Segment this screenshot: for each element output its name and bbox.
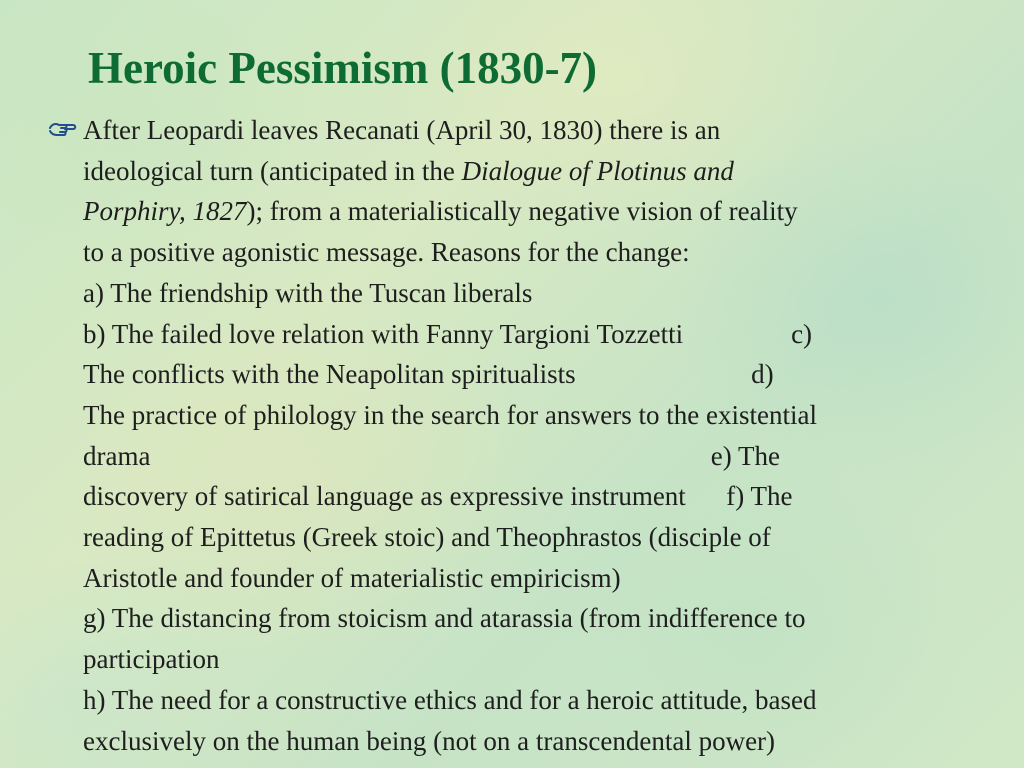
text-run: ); from a materialistically negative vision of reality: [246, 196, 798, 227]
text-line: participation: [83, 644, 220, 675]
slide-title: Heroic Pessimism (1830-7): [88, 43, 598, 93]
list-item-e: discovery of satirical language as expressive instrument f) The: [83, 481, 793, 512]
italic-work-title: Porphiry, 1827: [83, 196, 247, 227]
text-line: After Leopardi leaves Recanati (April 30, 1830) there is an: [83, 115, 721, 145]
text-line: [83, 151, 1013, 192]
list-item-f: reading of Epittetus (Greek stoic) and Theophrastos (disciple of: [83, 522, 771, 553]
list-item-c: The conflicts with the Neapolitan spiritualists d): [83, 359, 774, 390]
list-item-g: g) The distancing from stoicism and atarassia (from indifference to: [83, 603, 806, 634]
text-line: to a positive agonistic message. Reasons for the change:: [83, 237, 690, 268]
list-item-a: a) The friendship with the Tuscan liberals: [83, 277, 533, 308]
list-item-b: b) The failed love relation with Fanny Targioni Tozzetti c): [83, 318, 813, 349]
hand-pointing-icon: [48, 118, 78, 140]
list-item-d: The practice of philology in the search for answers to the existential: [83, 399, 817, 430]
text-line: [83, 191, 1013, 232]
text-line: Aristotle and founder of materialistic empiricism): [83, 562, 621, 593]
bullet-paragraph: [83, 110, 1013, 761]
list-item-h: h) The need for a constructive ethics and for a heroic attitude, based: [83, 684, 817, 715]
italic-work-title: Dialogue of Plotinus and: [461, 155, 734, 186]
text-line: exclusively on the human being (not on a transcendental power): [83, 725, 776, 756]
text-run: ideological turn (anticipated in the: [83, 155, 462, 186]
text-line: drama e) The: [83, 440, 780, 471]
